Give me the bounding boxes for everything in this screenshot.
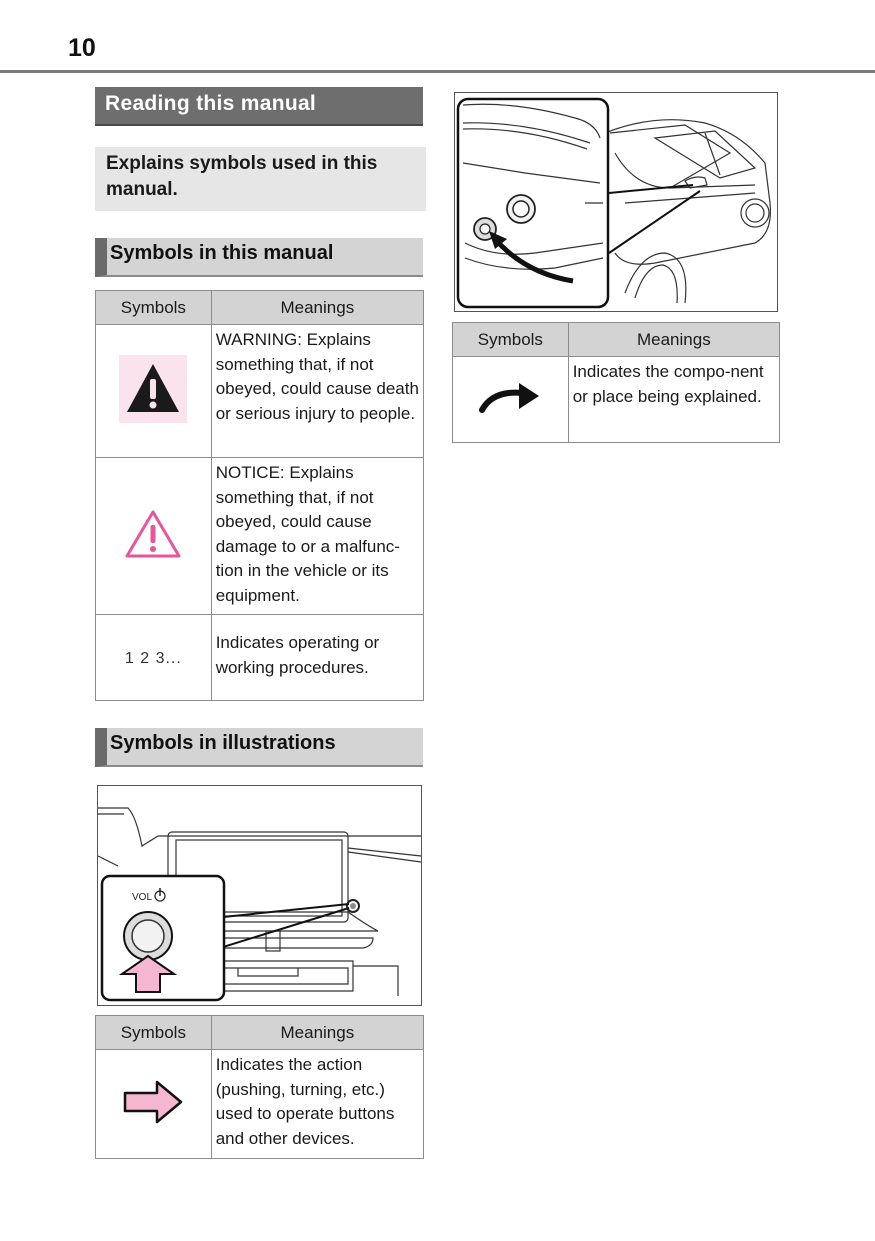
meaning-cell: WARNING: Explains something that, if not obeyed, could cause death or serious injury to people.	[211, 325, 423, 458]
table-header-row	[96, 1016, 424, 1050]
component-symbols-table	[452, 322, 780, 443]
meanings-header: Meanings	[568, 323, 779, 357]
section-heading-manual-symbols: Symbols in this manual	[95, 238, 423, 277]
meaning-cell: NOTICE: Explains something that, if not obeyed, could cause damage to or a malfunc-tion in the vehicle or its equipment.	[211, 458, 423, 615]
symbol-cell	[96, 458, 212, 615]
car-drawing	[455, 93, 777, 311]
table-row	[96, 1050, 424, 1159]
symbol-cell	[96, 325, 212, 458]
notice-triangle-icon	[124, 508, 182, 560]
meaning-cell: Indicates the action (pushing, turning, etc.) used to operate buttons and other devices.	[211, 1050, 423, 1159]
meanings-header: Meanings	[211, 291, 423, 325]
summary-box: Explains symbols used in this manual.	[95, 147, 426, 211]
table-row	[96, 325, 424, 458]
steps-icon: 1 2 3...	[124, 649, 182, 667]
vol-label: VOL	[132, 892, 153, 903]
symbol-cell	[96, 615, 212, 701]
table-header-row	[96, 291, 424, 325]
meaning-cell: Indicates the compo-nent or place being explained.	[568, 357, 779, 443]
symbols-header: Symbols	[96, 1016, 212, 1050]
meanings-header: Meanings	[211, 1016, 423, 1050]
header-divider	[0, 70, 875, 73]
table-row	[453, 357, 780, 443]
page-title: Reading this manual	[95, 87, 423, 126]
table-row	[96, 458, 424, 615]
page-number: 10	[68, 34, 96, 62]
warning-triangle-icon	[119, 355, 187, 423]
action-symbols-table	[95, 1015, 424, 1159]
symbols-header: Symbols	[453, 323, 569, 357]
dashboard-drawing	[98, 786, 421, 1005]
meaning-cell: Indicates operating or working procedures.	[211, 615, 423, 701]
manual-symbols-table	[95, 290, 424, 701]
symbol-cell	[453, 357, 569, 443]
action-arrow-icon	[123, 1079, 183, 1125]
car-illustration	[454, 92, 778, 312]
component-arrow-icon	[479, 380, 541, 414]
dashboard-illustration	[97, 785, 422, 1006]
table-header-row	[453, 323, 780, 357]
table-row	[96, 615, 424, 701]
symbol-cell	[96, 1050, 212, 1159]
section-heading-illustration-symbols: Symbols in illustrations	[95, 728, 423, 767]
symbols-header: Symbols	[96, 291, 212, 325]
